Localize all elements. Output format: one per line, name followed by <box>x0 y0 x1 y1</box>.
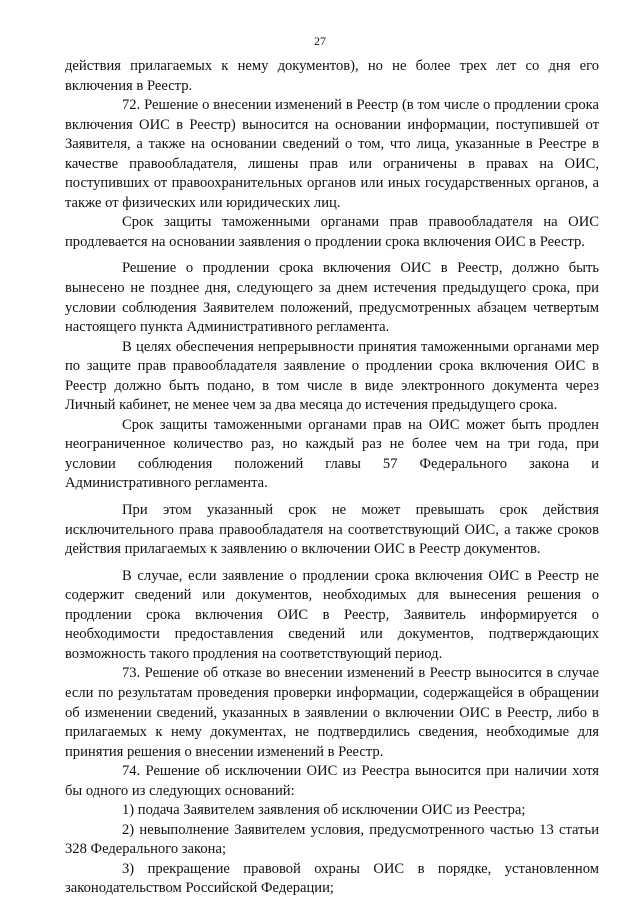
paragraph-72: 72. Решение о внесении изменений в Реестр (в том числе о продлении срока включения ОИС в Реестр) выносится на основании информации, поступившей от Заявителя, а также на основании сведений о том, что лица, указанные в Реестре в качестве правообладателя, лишены прав или ограничены в правах на ОИС, поступивших от правоохранительных органов или иных государственных органов, а также от физических или юридических лиц. <box>65 97 599 211</box>
paragraph-unlimited-extension: Срок защиты таможенными органами прав на ОИС может быть продлен неограниченное количество раз, но каждый раз не более чем на три года, при условии соблюдения положений главы 57 Федерального закона и Административного регламента. <box>65 416 599 492</box>
page-number: 27 <box>314 34 326 48</box>
paragraph-continuity: В целях обеспечения непрерывности принятия таможенными органами мер по защите прав правообладателя заявление о продлении срока включения ОИС в Реестр должно быть подано, в том числе в виде электронного документа через Личный кабинет, не менее чем за два месяца до истечения предыдущего срока. <box>65 338 599 414</box>
paragraph-73: 73. Решение об отказе во внесении изменений в Реестр выносится в случае если по результатам проведения проверки информации, содержащейся в обращении об изменении сведений, указанных в заявлении о включении ОИС в Реестр, либо в прилагаемых к нему документах, не подтвердились сведения, необходимые для принятия решения о внесении изменений в Реестр. <box>65 665 599 760</box>
paragraph-missing-information: В случае, если заявление о продлении срока включения ОИС в Реестр не содержит сведений или документов, необходимых для вынесения решения о продлении срока включения ОИС в Реестр, Заявитель информируется о необходимости предоставления сведений или документов, подтверждающих возможность такого продления на соответствующий период. <box>65 567 599 662</box>
list-item-1: 1) подача Заявителем заявления об исключении ОИС из Реестра; <box>122 802 526 819</box>
paragraph-extension-decision: Решение о продлении срока включения ОИС в Реестр, должно быть вынесено не позднее дня, следующего за днем истечения предыдущего срока, при условии соблюдения Заявителем положений, предусмотренных абзацем четвертым настоящего пункта Административного регламента. <box>65 260 599 336</box>
paragraph-protection-term: Срок защиты таможенными органами прав правообладателя на ОИС продлевается на основании заявления о продлении срока включения ОИС в Реестр. <box>65 214 599 250</box>
paragraph-continuation: действия прилагаемых к нему документов), но не более трех лет со дня его включения в Реестр. <box>65 58 599 94</box>
list-item-3: 3) прекращение правовой охраны ОИС в порядке, установленном законодательством Российской Федерации; <box>65 860 599 897</box>
list-item-2: 2) невыполнение Заявителем условия, предусмотренного частью 13 статьи 328 Федерального закона; <box>65 821 599 858</box>
document-body <box>65 57 599 899</box>
paragraph-term-limit: При этом указанный срок не может превышать срок действия исключительного права правообладателя на соответствующий ОИС, а также сроков действия прилагаемых к заявлению о включении ОИС в Реестр документов. <box>65 502 599 558</box>
paragraph-74: 74. Решение об исключении ОИС из Реестра выносится при наличии хотя бы одного из следующих оснований: <box>65 763 599 799</box>
